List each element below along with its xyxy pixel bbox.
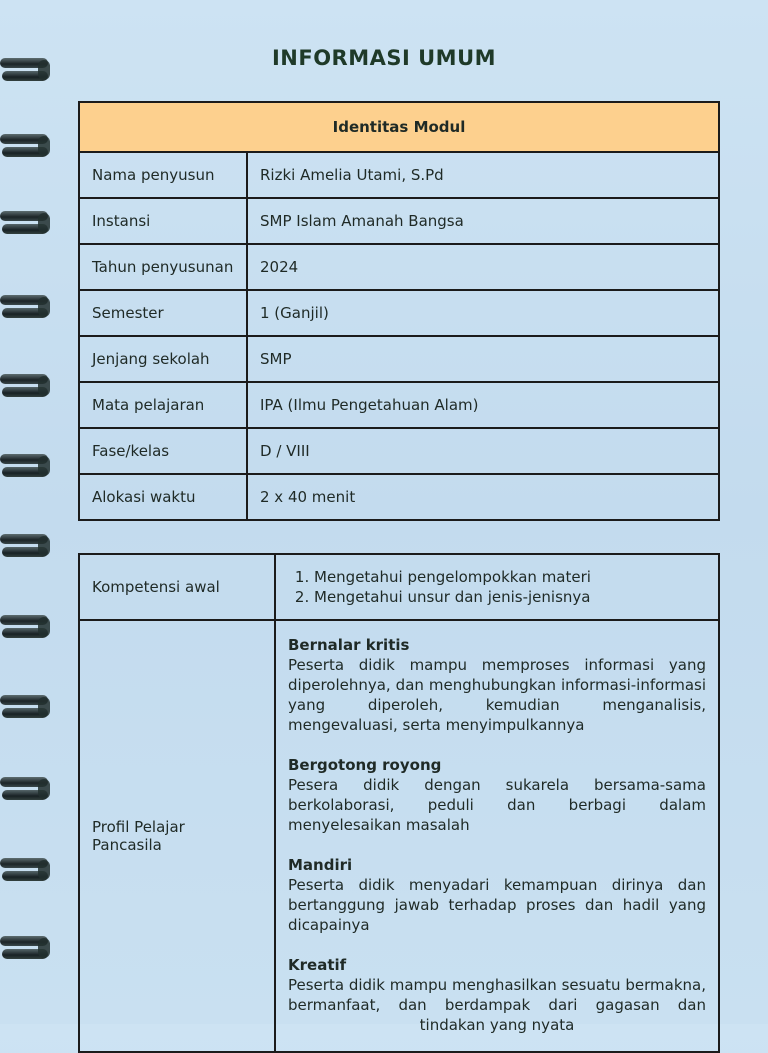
- row-label: Mata pelajaran: [79, 382, 247, 428]
- table-row: [79, 290, 719, 336]
- page-title: INFORMASI UMUM: [271, 46, 497, 70]
- identitas-header: Identitas Modul: [79, 102, 719, 152]
- table-row: [79, 336, 719, 382]
- dimension-text: Peserta didik mampu memproses informasi yang diperolehnya, dan menghubungkan informasi-informasi yang diperoleh, kemudian menganalisis, mengevaluasi, serta menyimpulkannya: [288, 656, 706, 734]
- profil-dimension: [288, 755, 706, 835]
- binding-ring: [0, 532, 52, 562]
- row-label: Semester: [79, 290, 247, 336]
- row-label: Fase/kelas: [79, 428, 247, 474]
- table-row: [79, 244, 719, 290]
- identitas-modul-table: [78, 101, 720, 521]
- table-row: [79, 474, 719, 520]
- table-header-row: [79, 102, 719, 152]
- dimension-text: Peserta didik menyadari kemampuan dirinya dan bertanggung jawab terhadap proses dan hadil yang dicapainya: [288, 876, 706, 934]
- binding-ring: [0, 934, 52, 964]
- row-value: Rizki Amelia Utami, S.Pd: [247, 152, 719, 198]
- row-value: IPA (Ilmu Pengetahuan Alam): [247, 382, 719, 428]
- row-value: D / VIII: [247, 428, 719, 474]
- dimension-title: Bernalar kritis: [288, 636, 410, 654]
- profil-dimension: [288, 855, 706, 935]
- table-row: [79, 152, 719, 198]
- dimension-text: Pesera didik dengan sukarela bersama-sama berkolaborasi, peduli dan berbagi dalam menyelesaikan masalah: [288, 776, 706, 834]
- kompetensi-list: [288, 567, 706, 607]
- row-value: 2024: [247, 244, 719, 290]
- binding-ring: [0, 132, 52, 162]
- dimension-title: Bergotong royong: [288, 756, 442, 774]
- profil-dimension: [288, 635, 706, 735]
- binding-ring: [0, 452, 52, 482]
- profil-content: [275, 620, 719, 1052]
- binding-ring: [0, 372, 52, 402]
- kompetensi-label: Kompetensi awal: [79, 554, 275, 620]
- dimension-title: Mandiri: [288, 856, 353, 874]
- row-label: Nama penyusun: [79, 152, 247, 198]
- table-row: [79, 198, 719, 244]
- binding-ring: [0, 209, 52, 239]
- row-value: 2 x 40 menit: [247, 474, 719, 520]
- dimension-text: Peserta didik mampu menghasilkan sesuatu bermakna, bermanfaat, dan berdampak dari gagasan dan tindakan yang nyata: [288, 976, 706, 1034]
- row-label: Tahun penyusunan: [79, 244, 247, 290]
- row-value: 1 (Ganjil): [247, 290, 719, 336]
- binding-ring: [0, 613, 52, 643]
- binding-ring: [0, 775, 52, 805]
- row-label: Jenjang sekolah: [79, 336, 247, 382]
- list-item: 1. Mengetahui pengelompokkan materi: [314, 567, 706, 587]
- list-item: 2. Mengetahui unsur dan jenis-jenisnya: [314, 587, 706, 607]
- profil-label: Profil Pelajar Pancasila: [79, 620, 275, 1052]
- profil-dimension: [288, 955, 706, 1035]
- row-label: Alokasi waktu: [79, 474, 247, 520]
- table-row: [79, 382, 719, 428]
- dimension-title: Kreatif: [288, 956, 347, 974]
- spiral-binding: [0, 0, 56, 1024]
- table-row: [79, 620, 719, 1052]
- kompetensi-list-cell: [275, 554, 719, 620]
- table-row: [79, 428, 719, 474]
- binding-ring: [0, 856, 52, 886]
- row-value: SMP Islam Amanah Bangsa: [247, 198, 719, 244]
- row-label: Instansi: [79, 198, 247, 244]
- table-row: [79, 554, 719, 620]
- row-value: SMP: [247, 336, 719, 382]
- kompetensi-profil-table: [78, 553, 720, 1053]
- binding-ring: [0, 693, 52, 723]
- binding-ring: [0, 293, 52, 323]
